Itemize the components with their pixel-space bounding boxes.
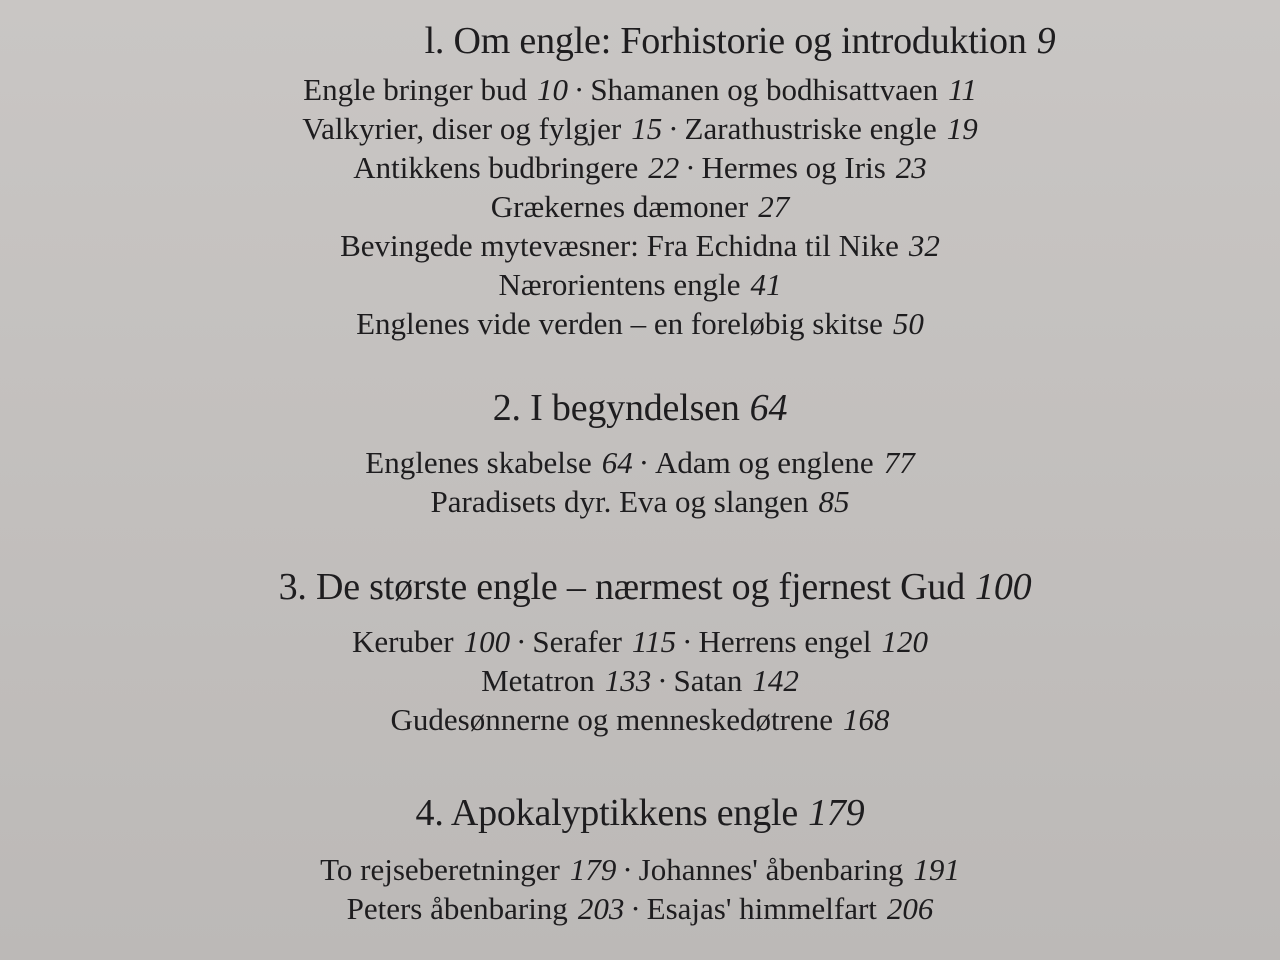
chapter-title: 2. I begyndelsen <box>492 387 740 429</box>
entry-line <box>0 304 1280 343</box>
entry-page-number: 142 <box>752 663 799 698</box>
entry-title: Johannes' åbenbaring <box>638 852 904 887</box>
entry-page-number: 191 <box>913 852 960 887</box>
entry-title: Englenes skabelse <box>365 445 592 480</box>
entry-line <box>0 661 1280 700</box>
chapter-page-number: 100 <box>975 566 1032 608</box>
entry-title: Paradisets dyr. Eva og slangen <box>430 484 809 519</box>
chapter-1 <box>0 18 1280 343</box>
entry-title: Englenes vide verden – en foreløbig skitse <box>356 306 883 341</box>
entry-title: Zarathustriske engle <box>684 111 937 146</box>
entry-title: Gudesønnerne og menneskedøtrene <box>390 702 833 737</box>
entry-title: Herrens engel <box>698 624 872 659</box>
chapter-page-number: 64 <box>749 387 788 429</box>
entry-page-number: 32 <box>908 228 940 263</box>
entry-page-number: 10 <box>536 72 568 107</box>
entry-line <box>0 187 1280 226</box>
entry-page-number: 100 <box>463 624 511 659</box>
entry-title: Serafer <box>532 624 622 659</box>
entry-page-number: 22 <box>648 150 680 185</box>
entry-line <box>0 70 1280 109</box>
entry-page-number: 64 <box>601 445 633 480</box>
entry-title: Grækernes dæmoner <box>490 189 749 224</box>
entry-title: Nærorientens engle <box>498 267 741 302</box>
chapter-4 <box>0 790 1280 928</box>
chapter-heading <box>0 790 1280 836</box>
chapter-entries <box>0 850 1280 928</box>
entry-line <box>0 622 1280 661</box>
entry-line <box>0 700 1280 739</box>
entry-title: Esajas' himmelfart <box>646 891 877 926</box>
entry-page-number: 23 <box>895 150 927 185</box>
entry-title: Hermes og Iris <box>701 150 886 185</box>
entry-page-number: 41 <box>750 267 782 302</box>
entry-line <box>0 226 1280 265</box>
entry-separator: · <box>638 445 650 480</box>
entry-page-number: 11 <box>948 72 977 107</box>
entry-page-number: 115 <box>631 624 677 659</box>
chapter-heading <box>0 385 1280 431</box>
entry-title: Shamanen og bodhisattvaen <box>590 72 939 107</box>
chapter-page-number: 9 <box>1036 20 1056 62</box>
chapter-entries <box>0 622 1280 739</box>
chapter-2 <box>0 385 1280 521</box>
entry-line <box>0 443 1280 482</box>
entry-page-number: 85 <box>818 484 850 519</box>
entry-title: To rejseberetninger <box>320 852 560 887</box>
entry-page-number: 27 <box>758 189 790 224</box>
chapter-heading <box>30 564 1280 610</box>
entry-page-number: 168 <box>842 702 890 737</box>
chapter-title: 4. Apokalyptikkens engle <box>415 792 799 834</box>
entry-separator: · <box>630 891 641 926</box>
entry-line <box>0 482 1280 521</box>
entry-title: Satan <box>673 663 743 698</box>
chapter-entries <box>0 70 1280 343</box>
entry-separator: · <box>668 111 679 146</box>
chapter-entries <box>0 443 1280 521</box>
chapter-title: 3. De største engle – nærmest og fjernest Gud <box>278 566 966 608</box>
entry-page-number: 19 <box>946 111 978 146</box>
entry-title: Metatron <box>481 663 595 698</box>
entry-page-number: 206 <box>886 891 934 926</box>
entry-title: Antikkens budbringere <box>353 150 639 185</box>
entry-title: Keruber <box>352 624 454 659</box>
entry-title: Valkyrier, diser og fylgjer <box>302 111 622 146</box>
entry-title: Engle bringer bud <box>303 72 527 107</box>
entry-separator: · <box>573 72 585 107</box>
entry-page-number: 77 <box>883 445 915 480</box>
entry-line <box>0 265 1280 304</box>
chapter-title: l. Om engle: Forhistorie og introduktion <box>424 20 1027 62</box>
chapter-heading <box>200 18 1280 64</box>
chapter-page-number: 179 <box>808 792 865 834</box>
entry-page-number: 203 <box>577 891 625 926</box>
entry-line <box>0 148 1280 187</box>
entry-separator: · <box>622 852 633 887</box>
entry-line <box>0 109 1280 148</box>
entry-page-number: 50 <box>892 306 924 341</box>
entry-separator: · <box>516 624 527 659</box>
entry-page-number: 120 <box>881 624 928 659</box>
entry-title: Bevingede mytevæsner: Fra Echidna til Nike <box>340 228 899 263</box>
chapter-3 <box>0 564 1280 739</box>
entry-page-number: 179 <box>569 852 617 887</box>
entry-title: Adam og englene <box>655 445 874 480</box>
entry-title: Peters åbenbaring <box>346 891 568 926</box>
entry-separator: · <box>685 150 696 185</box>
entry-line <box>0 889 1280 928</box>
entry-page-number: 133 <box>604 663 652 698</box>
entry-line <box>0 850 1280 889</box>
entry-separator: · <box>657 663 668 698</box>
entry-page-number: 15 <box>631 111 663 146</box>
entry-separator: · <box>682 624 693 659</box>
